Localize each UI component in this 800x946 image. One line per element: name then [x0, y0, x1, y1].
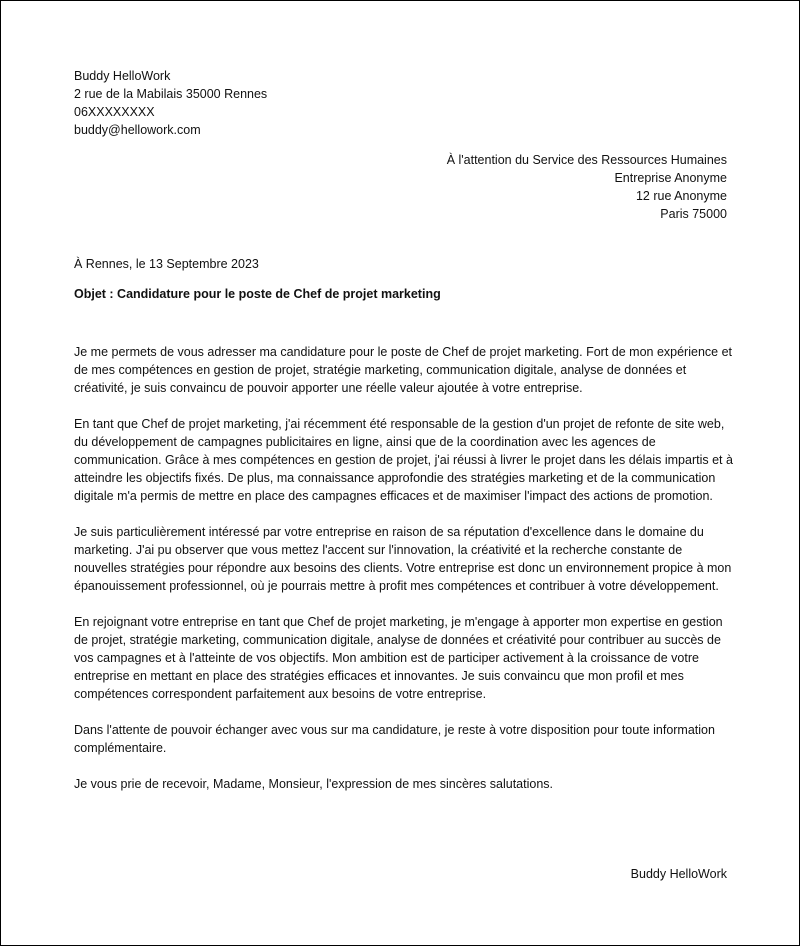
date-line: À Rennes, le 13 Septembre 2023: [74, 257, 259, 271]
sender-email: buddy@hellowork.com: [74, 123, 201, 137]
recipient-company: Entreprise Anonyme: [614, 171, 727, 185]
paragraph: Dans l'attente de pouvoir échanger avec vous sur ma candidature, je reste à votre disposition pour toute information complémentaire.: [74, 723, 715, 755]
recipient-city: Paris 75000: [660, 207, 727, 221]
sender-block: [74, 67, 267, 139]
closing-paragraph: Je vous prie de recevoir, Madame, Monsieur, l'expression de mes sincères salutations.: [74, 777, 554, 791]
sender-phone: 06XXXXXXXX: [74, 105, 155, 119]
paragraph: En rejoignant votre entreprise en tant que Chef de projet marketing, je m'engage à apporter mon expertise en gestion de projet, stratégie marketing, communication digitale, analyse de données et créativité pour contribuer au succès de vos campagnes et à l'atteinte de vos objectifs. Mon ambition est de participer activement à la croissance de votre entreprise en mettant en place des stratégies efficaces et innovantes. Je suis convaincu que mon profil et mes compétences correspondent parfaitement aux besoins de votre entreprise.: [74, 615, 723, 701]
paragraph: En tant que Chef de projet marketing, j'ai récemment été responsable de la gestion d'un projet de refonte de site web, du développement de campagnes publicitaires en ligne, ainsi que de la coordination avec les agences de communication. Grâce à mes compétences en gestion de projet, j'ai réussi à livrer le projet dans les délais impartis et à atteindre les objectifs fixés. De plus, ma connaissance approfondie des stratégies marketing et de la communication digitale m'a permis de mettre en place des campagnes efficaces et de maximiser l'impact des actions de promotion.: [74, 417, 733, 503]
signature: Buddy HelloWork: [630, 867, 727, 881]
sender-name: Buddy HelloWork: [74, 69, 171, 83]
recipient-attention: À l'attention du Service des Ressources Humaines: [446, 153, 727, 167]
paragraph: Je me permets de vous adresser ma candidature pour le poste de Chef de projet marketing. Fort de mon expérience et de mes compétences en gestion de projet, stratégie marketing, communication digitale, analyse de données et créativité, je suis convaincu de pouvoir apporter une réelle valeur ajoutée à votre entreprise.: [74, 345, 732, 395]
sender-address: 2 rue de la Mabilais 35000 Rennes: [74, 87, 268, 101]
paragraph: Je suis particulièrement intéressé par votre entreprise en raison de sa réputation d'excellence dans le domaine du marketing. J'ai pu observer que vous mettez l'accent sur l'innovation, la créativité et la recherche constante de nouvelles stratégies pour répondre aux besoins des clients. Votre entreprise est donc un environnement propice à mon épanouissement professionnel, où je pourrais mettre à profit mes compétences et contribuer à votre développement.: [74, 525, 732, 593]
recipient-block: [447, 151, 727, 223]
letter-body: [74, 343, 734, 811]
recipient-street: 12 rue Anonyme: [635, 189, 727, 203]
subject-line: Objet : Candidature pour le poste de Chef de projet marketing: [74, 287, 441, 301]
